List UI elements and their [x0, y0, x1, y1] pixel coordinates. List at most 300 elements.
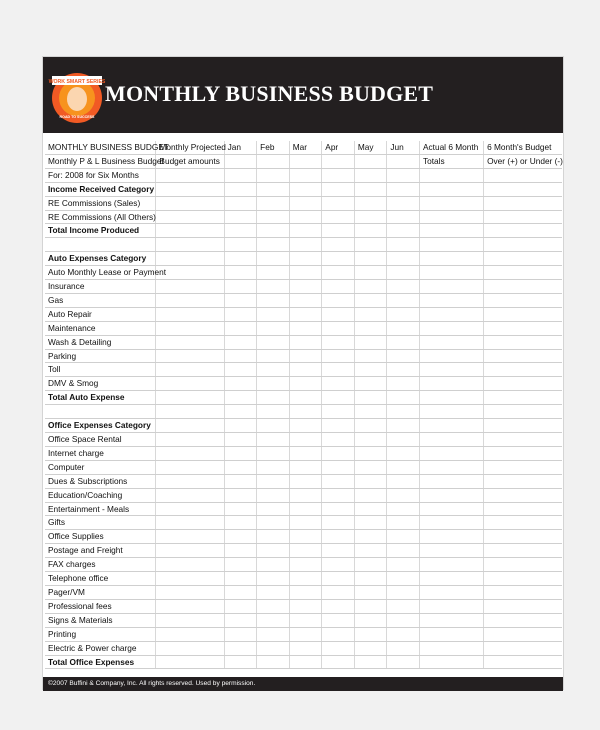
budget-entry-cell[interactable]	[419, 419, 483, 433]
budget-entry-cell[interactable]	[156, 446, 224, 460]
budget-entry-cell[interactable]	[484, 349, 562, 363]
budget-entry-cell[interactable]	[156, 474, 224, 488]
budget-entry-cell[interactable]	[484, 516, 562, 530]
budget-entry-cell[interactable]	[257, 599, 290, 613]
budget-entry-cell[interactable]	[322, 391, 355, 405]
budget-entry-cell[interactable]	[257, 460, 290, 474]
budget-entry-cell[interactable]	[387, 655, 420, 669]
budget-entry-cell[interactable]	[419, 266, 483, 280]
budget-entry-cell[interactable]	[322, 252, 355, 266]
budget-entry-cell[interactable]	[354, 293, 387, 307]
budget-entry-cell[interactable]	[419, 613, 483, 627]
budget-entry-cell[interactable]	[257, 627, 290, 641]
budget-entry-cell[interactable]	[257, 516, 290, 530]
budget-entry-cell[interactable]	[387, 293, 420, 307]
budget-entry-cell[interactable]	[387, 405, 420, 419]
budget-entry-cell[interactable]	[354, 280, 387, 294]
budget-entry-cell[interactable]	[289, 293, 322, 307]
budget-entry-cell[interactable]	[156, 377, 224, 391]
budget-entry-cell[interactable]	[419, 655, 483, 669]
budget-entry-cell[interactable]	[156, 182, 224, 196]
budget-entry-cell[interactable]	[354, 544, 387, 558]
budget-entry-cell[interactable]	[354, 572, 387, 586]
budget-entry-cell[interactable]	[224, 293, 257, 307]
budget-entry-cell[interactable]	[484, 599, 562, 613]
budget-entry-cell[interactable]	[289, 613, 322, 627]
budget-entry-cell[interactable]	[224, 460, 257, 474]
budget-entry-cell[interactable]	[322, 321, 355, 335]
budget-entry-cell[interactable]	[224, 530, 257, 544]
budget-entry-cell[interactable]	[387, 613, 420, 627]
budget-entry-cell[interactable]	[289, 363, 322, 377]
budget-entry-cell[interactable]	[156, 460, 224, 474]
budget-entry-cell[interactable]	[289, 196, 322, 210]
budget-entry-cell[interactable]	[289, 168, 322, 182]
budget-entry-cell[interactable]	[224, 182, 257, 196]
budget-entry-cell[interactable]	[289, 266, 322, 280]
budget-entry-cell[interactable]	[322, 349, 355, 363]
budget-entry-cell[interactable]	[257, 363, 290, 377]
budget-entry-cell[interactable]	[322, 613, 355, 627]
budget-entry-cell[interactable]	[289, 321, 322, 335]
budget-entry-cell[interactable]	[224, 613, 257, 627]
budget-entry-cell[interactable]	[387, 377, 420, 391]
budget-entry-cell[interactable]	[224, 544, 257, 558]
budget-entry-cell[interactable]	[354, 585, 387, 599]
budget-entry-cell[interactable]	[289, 335, 322, 349]
budget-entry-cell[interactable]	[257, 210, 290, 224]
budget-entry-cell[interactable]	[289, 530, 322, 544]
budget-entry-cell[interactable]	[387, 196, 420, 210]
budget-entry-cell[interactable]	[224, 280, 257, 294]
budget-entry-cell[interactable]	[289, 585, 322, 599]
budget-entry-cell[interactable]	[156, 516, 224, 530]
budget-entry-cell[interactable]	[354, 335, 387, 349]
budget-entry-cell[interactable]	[354, 460, 387, 474]
budget-entry-cell[interactable]	[354, 446, 387, 460]
budget-entry-cell[interactable]	[257, 585, 290, 599]
budget-entry-cell[interactable]	[387, 572, 420, 586]
budget-entry-cell[interactable]	[257, 641, 290, 655]
budget-entry-cell[interactable]	[322, 419, 355, 433]
budget-entry-cell[interactable]	[387, 266, 420, 280]
budget-entry-cell[interactable]	[257, 433, 290, 447]
budget-entry-cell[interactable]	[322, 585, 355, 599]
budget-entry-cell[interactable]	[257, 252, 290, 266]
budget-entry-cell[interactable]	[156, 530, 224, 544]
budget-entry-cell[interactable]	[387, 168, 420, 182]
budget-entry-cell[interactable]	[354, 238, 387, 252]
budget-entry-cell[interactable]	[322, 558, 355, 572]
budget-entry-cell[interactable]	[224, 307, 257, 321]
budget-entry-cell[interactable]	[224, 585, 257, 599]
budget-entry-cell[interactable]	[419, 530, 483, 544]
budget-entry-cell[interactable]	[387, 391, 420, 405]
budget-entry-cell[interactable]	[484, 182, 562, 196]
budget-entry-cell[interactable]	[322, 377, 355, 391]
budget-entry-cell[interactable]	[257, 224, 290, 238]
budget-entry-cell[interactable]	[322, 460, 355, 474]
budget-entry-cell[interactable]	[322, 280, 355, 294]
budget-entry-cell[interactable]	[419, 307, 483, 321]
budget-entry-cell[interactable]	[354, 391, 387, 405]
budget-entry-cell[interactable]	[354, 641, 387, 655]
budget-entry-cell[interactable]	[289, 572, 322, 586]
budget-entry-cell[interactable]	[224, 405, 257, 419]
budget-entry-cell[interactable]	[156, 544, 224, 558]
budget-entry-cell[interactable]	[419, 516, 483, 530]
budget-entry-cell[interactable]	[387, 585, 420, 599]
budget-entry-cell[interactable]	[156, 502, 224, 516]
budget-entry-cell[interactable]	[387, 641, 420, 655]
budget-entry-cell[interactable]	[224, 599, 257, 613]
budget-entry-cell[interactable]	[354, 210, 387, 224]
budget-entry-cell[interactable]	[484, 405, 562, 419]
budget-entry-cell[interactable]	[224, 321, 257, 335]
budget-entry-cell[interactable]	[257, 168, 290, 182]
budget-entry-cell[interactable]	[387, 335, 420, 349]
budget-entry-cell[interactable]	[257, 572, 290, 586]
budget-entry-cell[interactable]	[257, 335, 290, 349]
budget-entry-cell[interactable]	[387, 363, 420, 377]
budget-entry-cell[interactable]	[387, 307, 420, 321]
budget-entry-cell[interactable]	[484, 655, 562, 669]
budget-entry-cell[interactable]	[257, 321, 290, 335]
budget-entry-cell[interactable]	[322, 599, 355, 613]
budget-entry-cell[interactable]	[354, 502, 387, 516]
budget-entry-cell[interactable]	[156, 349, 224, 363]
budget-entry-cell[interactable]	[322, 516, 355, 530]
budget-entry-cell[interactable]	[156, 655, 224, 669]
budget-entry-cell[interactable]	[419, 599, 483, 613]
budget-entry-cell[interactable]	[224, 224, 257, 238]
budget-entry-cell[interactable]	[257, 474, 290, 488]
budget-entry-cell[interactable]	[354, 627, 387, 641]
budget-entry-cell[interactable]	[484, 280, 562, 294]
budget-entry-cell[interactable]	[354, 516, 387, 530]
budget-entry-cell[interactable]	[322, 224, 355, 238]
budget-entry-cell[interactable]	[289, 433, 322, 447]
budget-entry-cell[interactable]	[289, 655, 322, 669]
budget-entry-cell[interactable]	[224, 196, 257, 210]
budget-entry-cell[interactable]	[224, 627, 257, 641]
budget-entry-cell[interactable]	[257, 280, 290, 294]
budget-entry-cell[interactable]	[156, 238, 224, 252]
budget-entry-cell[interactable]	[484, 391, 562, 405]
budget-entry-cell[interactable]	[387, 627, 420, 641]
budget-entry-cell[interactable]	[289, 488, 322, 502]
budget-entry-cell[interactable]	[419, 363, 483, 377]
budget-entry-cell[interactable]	[224, 474, 257, 488]
budget-entry-cell[interactable]	[387, 238, 420, 252]
budget-entry-cell[interactable]	[224, 266, 257, 280]
budget-entry-cell[interactable]	[322, 182, 355, 196]
budget-entry-cell[interactable]	[419, 502, 483, 516]
budget-entry-cell[interactable]	[354, 182, 387, 196]
budget-entry-cell[interactable]	[289, 544, 322, 558]
budget-entry-cell[interactable]	[156, 266, 224, 280]
budget-entry-cell[interactable]	[224, 446, 257, 460]
budget-entry-cell[interactable]	[354, 377, 387, 391]
budget-entry-cell[interactable]	[224, 349, 257, 363]
budget-entry-cell[interactable]	[484, 335, 562, 349]
budget-entry-cell[interactable]	[484, 307, 562, 321]
budget-entry-cell[interactable]	[387, 280, 420, 294]
budget-entry-cell[interactable]	[484, 530, 562, 544]
budget-entry-cell[interactable]	[257, 613, 290, 627]
budget-entry-cell[interactable]	[419, 585, 483, 599]
budget-entry-cell[interactable]	[322, 502, 355, 516]
budget-entry-cell[interactable]	[419, 405, 483, 419]
budget-entry-cell[interactable]	[354, 405, 387, 419]
budget-entry-cell[interactable]	[156, 599, 224, 613]
budget-entry-cell[interactable]	[419, 558, 483, 572]
budget-entry-cell[interactable]	[419, 446, 483, 460]
budget-entry-cell[interactable]	[484, 363, 562, 377]
budget-entry-cell[interactable]	[484, 293, 562, 307]
budget-entry-cell[interactable]	[224, 363, 257, 377]
budget-entry-cell[interactable]	[257, 238, 290, 252]
budget-entry-cell[interactable]	[289, 349, 322, 363]
budget-entry-cell[interactable]	[322, 168, 355, 182]
budget-entry-cell[interactable]	[322, 363, 355, 377]
budget-entry-cell[interactable]	[419, 641, 483, 655]
budget-entry-cell[interactable]	[322, 266, 355, 280]
budget-entry-cell[interactable]	[257, 405, 290, 419]
budget-entry-cell[interactable]	[224, 516, 257, 530]
budget-entry-cell[interactable]	[484, 168, 562, 182]
budget-entry-cell[interactable]	[387, 516, 420, 530]
budget-entry-cell[interactable]	[156, 363, 224, 377]
budget-entry-cell[interactable]	[354, 252, 387, 266]
budget-entry-cell[interactable]	[289, 280, 322, 294]
budget-entry-cell[interactable]	[387, 530, 420, 544]
budget-entry-cell[interactable]	[419, 196, 483, 210]
budget-entry-cell[interactable]	[224, 572, 257, 586]
budget-entry-cell[interactable]	[257, 544, 290, 558]
budget-entry-cell[interactable]	[484, 433, 562, 447]
budget-entry-cell[interactable]	[484, 641, 562, 655]
budget-entry-cell[interactable]	[419, 544, 483, 558]
budget-entry-cell[interactable]	[257, 293, 290, 307]
budget-entry-cell[interactable]	[322, 405, 355, 419]
budget-entry-cell[interactable]	[387, 210, 420, 224]
budget-entry-cell[interactable]	[484, 321, 562, 335]
budget-entry-cell[interactable]	[354, 433, 387, 447]
budget-entry-cell[interactable]	[484, 419, 562, 433]
budget-entry-cell[interactable]	[156, 307, 224, 321]
budget-entry-cell[interactable]	[257, 377, 290, 391]
budget-entry-cell[interactable]	[322, 488, 355, 502]
budget-entry-cell[interactable]	[156, 627, 224, 641]
budget-entry-cell[interactable]	[322, 627, 355, 641]
budget-entry-cell[interactable]	[484, 613, 562, 627]
budget-entry-cell[interactable]	[156, 488, 224, 502]
budget-entry-cell[interactable]	[484, 585, 562, 599]
budget-entry-cell[interactable]	[257, 530, 290, 544]
budget-entry-cell[interactable]	[322, 446, 355, 460]
budget-entry-cell[interactable]	[224, 502, 257, 516]
budget-entry-cell[interactable]	[257, 502, 290, 516]
budget-entry-cell[interactable]	[419, 460, 483, 474]
budget-entry-cell[interactable]	[419, 433, 483, 447]
budget-entry-cell[interactable]	[387, 446, 420, 460]
budget-entry-cell[interactable]	[354, 474, 387, 488]
budget-entry-cell[interactable]	[419, 377, 483, 391]
budget-entry-cell[interactable]	[156, 196, 224, 210]
budget-entry-cell[interactable]	[224, 168, 257, 182]
budget-entry-cell[interactable]	[224, 377, 257, 391]
budget-entry-cell[interactable]	[354, 321, 387, 335]
budget-entry-cell[interactable]	[354, 599, 387, 613]
budget-entry-cell[interactable]	[322, 530, 355, 544]
budget-entry-cell[interactable]	[484, 558, 562, 572]
budget-entry-cell[interactable]	[484, 377, 562, 391]
budget-entry-cell[interactable]	[484, 196, 562, 210]
budget-entry-cell[interactable]	[484, 252, 562, 266]
budget-entry-cell[interactable]	[289, 377, 322, 391]
budget-entry-cell[interactable]	[387, 544, 420, 558]
budget-entry-cell[interactable]	[354, 488, 387, 502]
budget-entry-cell[interactable]	[156, 572, 224, 586]
budget-entry-cell[interactable]	[289, 502, 322, 516]
budget-entry-cell[interactable]	[322, 307, 355, 321]
budget-entry-cell[interactable]	[419, 627, 483, 641]
budget-entry-cell[interactable]	[224, 335, 257, 349]
budget-entry-cell[interactable]	[289, 224, 322, 238]
budget-entry-cell[interactable]	[484, 460, 562, 474]
budget-entry-cell[interactable]	[289, 474, 322, 488]
budget-entry-cell[interactable]	[289, 627, 322, 641]
budget-entry-cell[interactable]	[257, 196, 290, 210]
budget-entry-cell[interactable]	[484, 446, 562, 460]
budget-entry-cell[interactable]	[354, 349, 387, 363]
budget-entry-cell[interactable]	[354, 419, 387, 433]
budget-entry-cell[interactable]	[257, 558, 290, 572]
budget-entry-cell[interactable]	[354, 307, 387, 321]
budget-entry-cell[interactable]	[289, 307, 322, 321]
budget-entry-cell[interactable]	[257, 349, 290, 363]
budget-entry-cell[interactable]	[224, 558, 257, 572]
budget-entry-cell[interactable]	[419, 168, 483, 182]
budget-entry-cell[interactable]	[289, 238, 322, 252]
budget-entry-cell[interactable]	[387, 321, 420, 335]
budget-entry-cell[interactable]	[387, 599, 420, 613]
budget-entry-cell[interactable]	[387, 433, 420, 447]
budget-entry-cell[interactable]	[419, 474, 483, 488]
budget-entry-cell[interactable]	[354, 266, 387, 280]
budget-entry-cell[interactable]	[419, 280, 483, 294]
budget-entry-cell[interactable]	[419, 488, 483, 502]
budget-entry-cell[interactable]	[156, 558, 224, 572]
budget-entry-cell[interactable]	[156, 585, 224, 599]
budget-entry-cell[interactable]	[156, 433, 224, 447]
budget-entry-cell[interactable]	[289, 252, 322, 266]
budget-entry-cell[interactable]	[322, 433, 355, 447]
budget-entry-cell[interactable]	[419, 210, 483, 224]
budget-entry-cell[interactable]	[419, 238, 483, 252]
budget-entry-cell[interactable]	[224, 252, 257, 266]
budget-entry-cell[interactable]	[322, 572, 355, 586]
budget-entry-cell[interactable]	[289, 210, 322, 224]
budget-entry-cell[interactable]	[484, 266, 562, 280]
budget-entry-cell[interactable]	[224, 210, 257, 224]
budget-entry-cell[interactable]	[419, 224, 483, 238]
budget-entry-cell[interactable]	[354, 558, 387, 572]
budget-entry-cell[interactable]	[322, 474, 355, 488]
budget-entry-cell[interactable]	[387, 349, 420, 363]
budget-entry-cell[interactable]	[484, 627, 562, 641]
budget-entry-cell[interactable]	[419, 335, 483, 349]
budget-entry-cell[interactable]	[156, 335, 224, 349]
budget-entry-cell[interactable]	[257, 391, 290, 405]
budget-entry-cell[interactable]	[289, 446, 322, 460]
budget-entry-cell[interactable]	[322, 655, 355, 669]
budget-entry-cell[interactable]	[224, 238, 257, 252]
budget-entry-cell[interactable]	[257, 488, 290, 502]
budget-entry-cell[interactable]	[289, 182, 322, 196]
budget-entry-cell[interactable]	[322, 335, 355, 349]
budget-entry-cell[interactable]	[289, 391, 322, 405]
budget-entry-cell[interactable]	[156, 168, 224, 182]
budget-entry-cell[interactable]	[484, 488, 562, 502]
budget-entry-cell[interactable]	[419, 182, 483, 196]
budget-entry-cell[interactable]	[354, 168, 387, 182]
budget-entry-cell[interactable]	[387, 502, 420, 516]
budget-entry-cell[interactable]	[419, 391, 483, 405]
budget-entry-cell[interactable]	[224, 433, 257, 447]
budget-entry-cell[interactable]	[484, 224, 562, 238]
budget-entry-cell[interactable]	[419, 252, 483, 266]
budget-entry-cell[interactable]	[419, 349, 483, 363]
budget-entry-cell[interactable]	[322, 641, 355, 655]
budget-entry-cell[interactable]	[156, 252, 224, 266]
budget-entry-cell[interactable]	[387, 252, 420, 266]
budget-entry-cell[interactable]	[484, 544, 562, 558]
budget-entry-cell[interactable]	[354, 530, 387, 544]
budget-entry-cell[interactable]	[289, 641, 322, 655]
budget-entry-cell[interactable]	[322, 293, 355, 307]
budget-entry-cell[interactable]	[354, 655, 387, 669]
budget-entry-cell[interactable]	[387, 474, 420, 488]
budget-entry-cell[interactable]	[289, 460, 322, 474]
budget-entry-cell[interactable]	[156, 391, 224, 405]
budget-entry-cell[interactable]	[156, 321, 224, 335]
budget-entry-cell[interactable]	[354, 224, 387, 238]
budget-entry-cell[interactable]	[289, 516, 322, 530]
budget-entry-cell[interactable]	[484, 572, 562, 586]
budget-entry-cell[interactable]	[224, 419, 257, 433]
budget-entry-cell[interactable]	[387, 182, 420, 196]
budget-entry-cell[interactable]	[289, 599, 322, 613]
budget-entry-cell[interactable]	[156, 641, 224, 655]
budget-entry-cell[interactable]	[322, 544, 355, 558]
budget-entry-cell[interactable]	[156, 613, 224, 627]
budget-entry-cell[interactable]	[257, 446, 290, 460]
budget-entry-cell[interactable]	[484, 474, 562, 488]
budget-entry-cell[interactable]	[354, 363, 387, 377]
budget-entry-cell[interactable]	[156, 224, 224, 238]
budget-entry-cell[interactable]	[224, 655, 257, 669]
budget-entry-cell[interactable]	[289, 419, 322, 433]
budget-entry-cell[interactable]	[322, 238, 355, 252]
budget-entry-cell[interactable]	[257, 419, 290, 433]
budget-entry-cell[interactable]	[156, 293, 224, 307]
budget-entry-cell[interactable]	[156, 280, 224, 294]
budget-entry-cell[interactable]	[224, 391, 257, 405]
budget-entry-cell[interactable]	[322, 196, 355, 210]
budget-entry-cell[interactable]	[257, 266, 290, 280]
